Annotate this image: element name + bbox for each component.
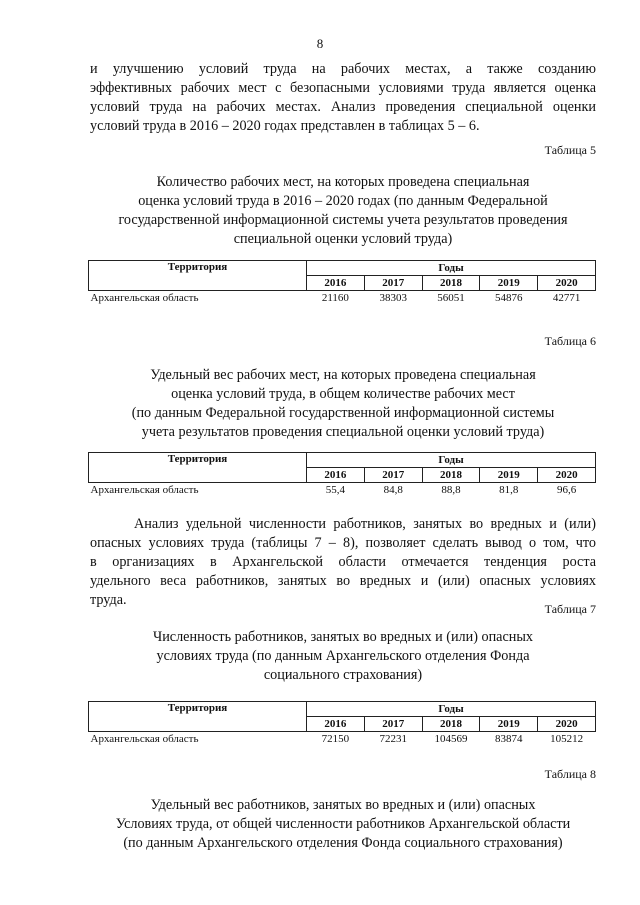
year-header: 2020 (538, 468, 596, 483)
territory-header: Территория (89, 453, 307, 483)
value-cell: 42771 (552, 291, 581, 304)
year-header: 2018 (422, 276, 480, 291)
paragraph-line: удельного веса работников, занятых во вредных и (или) опасных условиях (90, 573, 596, 589)
years-header: Годы (307, 702, 596, 717)
table-row (89, 291, 596, 306)
paragraph-line: и улучшению условий труда на рабочих местах, а также созданию (90, 61, 596, 77)
paragraph-line: эффективных рабочих мест с безопасными условиями труда является оценка (90, 80, 596, 96)
title-line: Удельный вес рабочих мест, на которых проведена специальная (150, 367, 536, 383)
table7-title (90, 628, 596, 685)
value-cell: 72231 (379, 732, 407, 745)
title-line: Условиях труда, от общей численности работников Архангельской области (115, 816, 571, 832)
years-header: Годы (307, 453, 596, 468)
table5-label: Таблица 5 (544, 143, 596, 157)
title-line: специальной оценки условий труда) (233, 231, 453, 247)
table8-title (90, 796, 596, 853)
value-cell: 72150 (321, 732, 350, 745)
value-cell: 21160 (321, 291, 349, 304)
year-header: 2020 (538, 276, 596, 291)
table6-label: Таблица 6 (544, 334, 596, 348)
year-header: 2017 (364, 717, 422, 732)
value-cell: 84,8 (383, 483, 403, 496)
title-line: (по данным Федеральной государственной информационной системы (131, 405, 555, 421)
paragraph-line: Анализ удельной численности работников, занятых во вредных и (или) (134, 516, 596, 532)
title-line: социального страхования) (263, 667, 423, 683)
title-line: Удельный вес работников, занятых во вредных и (или) опасных (150, 797, 536, 813)
value-cell: 54876 (495, 291, 523, 304)
page-number: 8 (316, 36, 324, 51)
value-cell: 96,6 (556, 483, 577, 496)
value-cell: 104569 (434, 732, 468, 745)
value-cell: 55,4 (325, 483, 346, 496)
year-header: 2020 (538, 717, 596, 732)
value-cell: 83874 (495, 732, 523, 745)
value-cell: 88,8 (441, 483, 461, 496)
year-header: 2017 (364, 468, 422, 483)
title-line: условиях труда (по данным Архангельского отделения Фонда (156, 648, 530, 664)
year-header: 2018 (422, 468, 480, 483)
title-line: Количество рабочих мест, на которых проведена специальная (156, 174, 530, 190)
paragraph-line: условий труда в 2016 – 2020 годах представлен в таблицах 5 – 6. (90, 118, 480, 134)
paragraph-line: условий труда на рабочих местах. Анализ проведения специальной оценки (90, 99, 596, 115)
intro-paragraph (90, 60, 596, 136)
title-line: оценка условий труда, в общем количестве рабочих мест (171, 386, 515, 402)
year-header: 2019 (480, 468, 538, 483)
table-row (89, 483, 596, 498)
paragraph-line: труда. (90, 592, 127, 608)
value-cell: 105212 (550, 732, 584, 745)
title-line: учета результатов проведения специальной оценки условий труда) (141, 424, 545, 440)
table5 (88, 260, 596, 305)
year-header: 2016 (307, 276, 365, 291)
table7-label: Таблица 7 (544, 602, 596, 616)
row-label: Архангельская область (90, 483, 199, 496)
year-header: 2017 (364, 276, 422, 291)
row-label: Архангельская область (90, 732, 199, 745)
territory-header: Территория (89, 261, 307, 291)
title-line: Численность работников, занятых во вредных и (или) опасных (152, 629, 533, 645)
territory-header: Территория (89, 702, 307, 732)
table-row (89, 732, 596, 747)
table5-title (90, 173, 596, 249)
year-header: 2016 (307, 717, 365, 732)
table6-title (90, 366, 596, 442)
table7 (88, 701, 596, 746)
title-line: оценка условий труда в 2016 – 2020 годах (по данным Федеральной (138, 193, 548, 209)
paragraph-line: опасных условиях труда (таблицы 7 – 8), позволяет сделать вывод о том, что (90, 535, 596, 551)
year-header: 2019 (480, 276, 538, 291)
year-header: 2019 (480, 717, 538, 732)
value-cell: 56051 (437, 291, 465, 304)
analysis-paragraph (90, 515, 596, 610)
value-cell: 81,8 (499, 483, 519, 496)
paragraph-line: в организациях в Архангельской области отмечается тенденция роста (90, 554, 596, 570)
year-header: 2018 (422, 717, 480, 732)
table6 (88, 452, 596, 497)
row-label: Архангельская область (90, 291, 199, 304)
years-header: Годы (307, 261, 596, 276)
title-line: (по данным Архангельского отделения Фонда социального страхования) (123, 835, 563, 851)
value-cell: 38303 (379, 291, 407, 304)
year-header: 2016 (307, 468, 365, 483)
table8-label: Таблица 8 (544, 767, 596, 781)
title-line: государственной информационной системы учета результатов проведения (118, 212, 568, 228)
